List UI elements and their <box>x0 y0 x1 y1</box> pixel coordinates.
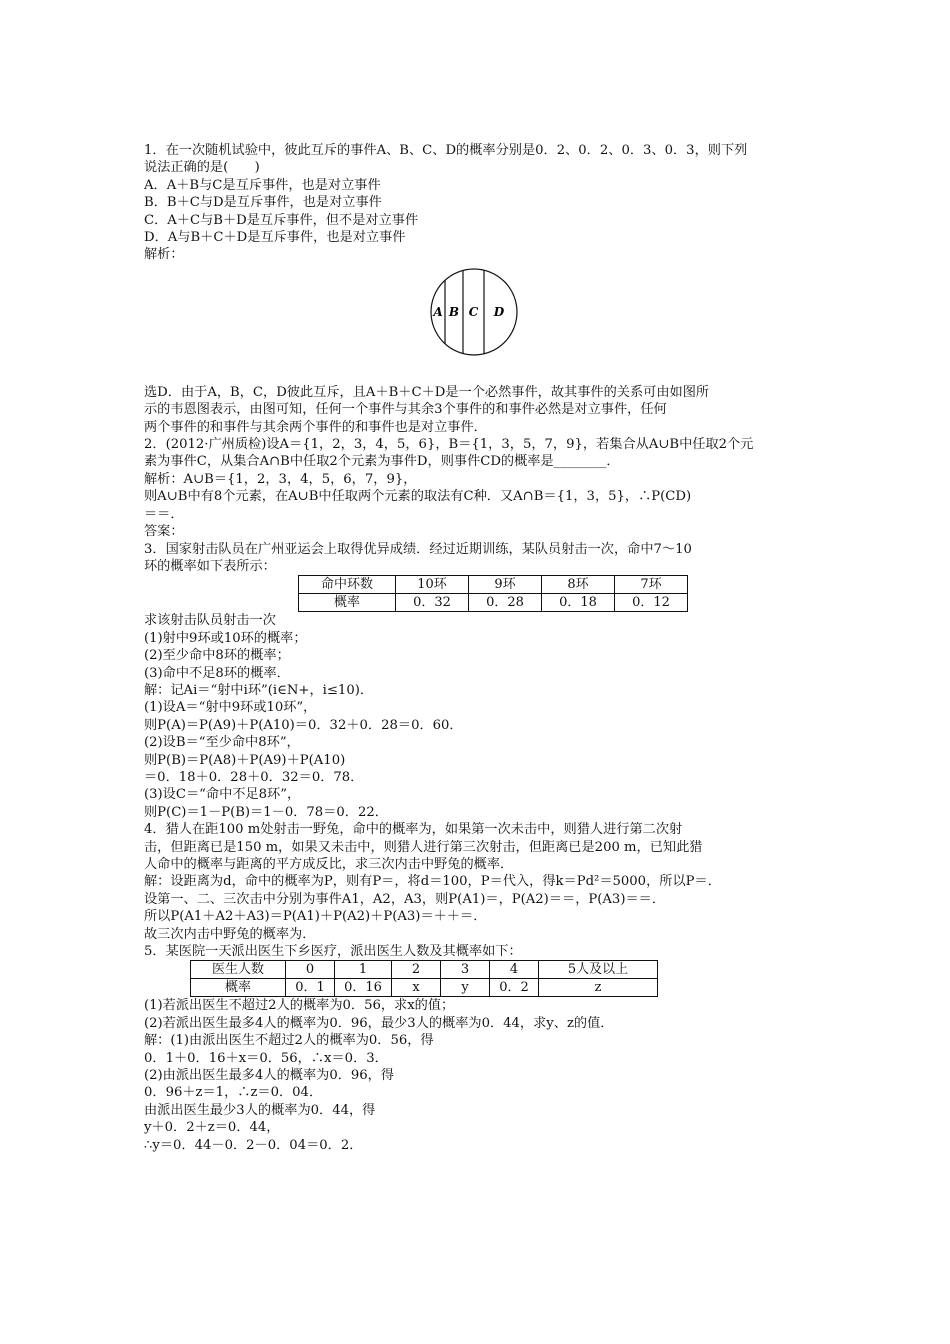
q1-option-c: C．A＋C与B＋D是互斥事件，但不是对立事件 <box>144 212 419 228</box>
venn-diagram-svg <box>429 266 519 358</box>
table-cell: 8环 <box>542 576 615 594</box>
table-cell: 0．18 <box>542 594 615 612</box>
q3-part2: (2)至少命中8环的概率； <box>144 648 290 664</box>
q3-solution-line3: 则P(A)＝P(A9)＋P(A10)＝0．32＋0．28＝0．60． <box>144 717 463 733</box>
table-cell: 0．28 <box>469 594 542 612</box>
q4-solution-line1: 解：设距离为d，命中的概率为P，则有P＝，将d＝100，P＝代入，得k＝Pd²＝5000，所以P＝． <box>144 874 721 890</box>
q3-solution-line2: (1)设A＝“射中9环或10环”， <box>144 700 317 716</box>
table-row <box>299 576 688 594</box>
table-cell: 2 <box>392 961 441 979</box>
q3-part1: (1)射中9环或10环的概率； <box>144 630 307 646</box>
q3-solution-line6: ＝0．18＋0．28＋0．32＝0．78． <box>144 769 364 785</box>
table-cell: 命中环数 <box>299 576 396 594</box>
table-cell: 1 <box>335 961 392 979</box>
table-cell: z <box>539 979 658 997</box>
table-row <box>191 961 658 979</box>
table-cell: 3 <box>441 961 490 979</box>
q4-stem-line1: 4．猎人在距100 m处射击一野兔，命中的概率为，如果第一次未击中，则猎人进行第二次射 <box>144 822 683 838</box>
q3-solution-line7: (3)设C＝“命中不足8环”， <box>144 787 301 803</box>
q3-solution-line1: 解：记Ai＝“射中i环”(i∈N+，i≤10)． <box>144 682 374 698</box>
venn-label-d: D <box>493 304 505 319</box>
q3-solution-line5: 则P(B)＝P(A8)＋P(A9)＋P(A10) <box>144 752 346 768</box>
q1-answer-line3: 两个事件的和事件与其余两个事件的和事件也是对立事件． <box>144 419 487 435</box>
q5-solution-line3: (2)由派出医生最多4人的概率为0．96，得 <box>144 1068 395 1084</box>
q1-answer-line2: 示的韦恩图表示，由图可知，任何一个事件与其余3个事件的和事件必然是对立事件，任何 <box>144 402 667 418</box>
q3-part3: (3)命中不足8环的概率． <box>144 665 290 681</box>
q3-solution-line4: (2)设B＝“至少命中8环”， <box>144 735 300 751</box>
q4-stem-line2: 击，但距离已是150 m，如果又未击中，则猎人进行第三次射击，但距离已是200 m，已知此猎 <box>144 839 703 855</box>
q2-solution-line3: ＝＝． <box>144 506 184 522</box>
venn-label-b: B <box>448 304 460 319</box>
q1-option-d: D．A与B＋C＋D是互斥事件，也是对立事件 <box>144 230 406 246</box>
table-cell: 概率 <box>191 979 286 997</box>
q3-stem-line2: 环的概率如下表所示： <box>144 558 276 574</box>
q1-stem-line1: 1．在一次随机试验中，彼此互斥的事件A、B、C、D的概率分别是0．2、0．2、0．3、0．3，则下列 <box>144 143 748 158</box>
table-cell: 10环 <box>396 576 469 594</box>
table-cell: 7环 <box>615 576 688 594</box>
q1-option-b: B．B＋C与D是互斥事件，也是对立事件 <box>144 195 382 211</box>
q5-solution-line5: 由派出医生最少3人的概率为0．44，得 <box>144 1102 376 1118</box>
table-cell: 9环 <box>469 576 542 594</box>
q2-stem-line2: 素为事件C，从集合A∩B中任取2个元素为事件D，则事件CD的概率是________． <box>144 454 620 470</box>
venn-diagram <box>144 264 824 384</box>
table-cell: 5人及以上 <box>539 961 658 979</box>
venn-label-c: C <box>468 304 479 319</box>
q3-solution-line8: 则P(C)＝1－P(B)＝1－0．78＝0．22． <box>144 804 388 820</box>
q4-solution-line4: 故三次内击中野兔的概率为． <box>144 926 316 942</box>
table-cell: 0 <box>286 961 335 979</box>
q2-stem-line1: 2．(2012·广州质检)设A＝{1，2，3，4，5，6}，B＝{1，3，5，7，9}，若集合从A∪B中任取2个元 <box>144 437 754 453</box>
q5-solution-line4: 0．96＋z＝1，∴z＝0．04． <box>144 1085 323 1101</box>
q5-solution-line1: 解：(1)由派出医生不超过2人的概率为0．56，得 <box>144 1033 434 1049</box>
q3-ask: 求该射击队员射击一次 <box>144 613 276 629</box>
q2-solution-line2: 则A∪B中有8个元素，在A∪B中任取两个元素的取法有C种．又A∩B＝{1，3，5}，∴P(CD) <box>144 489 692 505</box>
table-row <box>299 594 688 612</box>
q5-probability-table <box>190 960 658 997</box>
document-page <box>144 142 824 1154</box>
q4-solution-line3: 所以P(A1＋A2＋A3)＝P(A1)＋P(A2)＋P(A3)＝＋＋＝． <box>144 909 487 925</box>
table-cell: 概率 <box>299 594 396 612</box>
q5-solution-line2: 0．1＋0．16＋x＝0．56，∴x＝0．3． <box>144 1050 388 1066</box>
q5-part2: (2)若派出医生最多4人的概率为0．96，最少3人的概率为0．44，求y、z的值． <box>144 1015 614 1031</box>
q1-analysis-label: 解析： <box>144 247 184 263</box>
table-cell: 0．16 <box>335 979 392 997</box>
q3-probability-table <box>298 575 688 612</box>
q1-stem-line2: 说法正确的是( ) <box>144 160 260 176</box>
q5-solution-line6: y＋0．2＋z＝0．44， <box>144 1120 280 1136</box>
table-cell: x <box>392 979 441 997</box>
table-row <box>191 979 658 997</box>
venn-label-a: A <box>433 304 443 319</box>
q5-solution-line7: ∴y＝0．44－0．2－0．04＝0．2． <box>144 1137 363 1153</box>
table-cell: 0．2 <box>490 979 539 997</box>
table-cell: 0．32 <box>396 594 469 612</box>
q2-answer-label: 答案： <box>144 524 184 540</box>
q4-solution-line2: 设第一、二、三次击中分别为事件A1，A2，A3，则P(A1)＝，P(A2)＝＝，P(A3)＝＝． <box>144 891 666 907</box>
q5-part1: (1)若派出医生不超过2人的概率为0．56，求x的值； <box>144 998 455 1014</box>
q1-answer-line1: 选D．由于A，B，C，D彼此互斥，且A＋B＋C＋D是一个必然事件，故其事件的关系可由如图所 <box>144 384 710 400</box>
q1-option-a: A．A＋B与C是互斥事件，也是对立事件 <box>144 177 381 193</box>
q3-stem-line1: 3．国家射击队员在广州亚运会上取得优异成绩．经过近期训练，某队员射击一次，命中7～10 <box>144 541 692 557</box>
q2-solution-line1: 解析：A∪B＝{1，2，3，4，5，6，7，9}， <box>144 471 417 487</box>
table-cell: y <box>441 979 490 997</box>
table-cell: 0．1 <box>286 979 335 997</box>
q5-stem: 5．某医院一天派出医生下乡医疗，派出医生人数及其概率如下： <box>144 944 522 960</box>
table-cell: 4 <box>490 961 539 979</box>
q4-stem-line3: 人命中的概率与距离的平方成反比，求三次内击中野兔的概率． <box>144 857 514 872</box>
table-cell: 医生人数 <box>191 961 286 979</box>
table-cell: 0．12 <box>615 594 688 612</box>
